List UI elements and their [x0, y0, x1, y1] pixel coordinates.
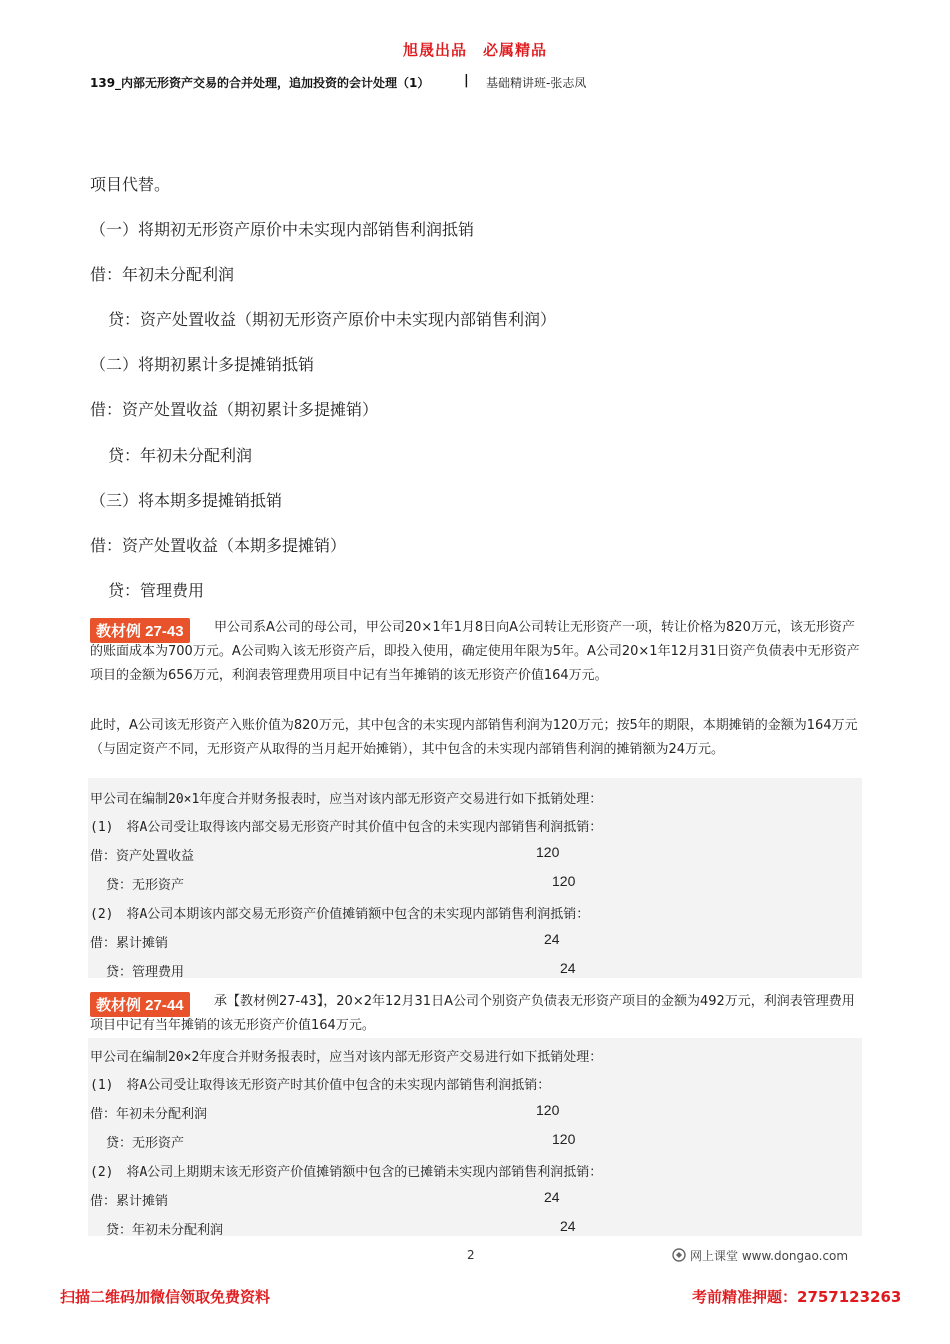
debit-amount: 120	[536, 1102, 560, 1118]
entries-block	[88, 778, 862, 978]
body-line: 贷：年初未分配利润	[108, 446, 253, 465]
credit-amount: 120	[552, 1131, 576, 1147]
debit-amount: 24	[544, 1189, 560, 1205]
credit-amount: 24	[560, 1218, 576, 1234]
promo-right: 考前精准押题：2757123263	[692, 1288, 902, 1306]
example-tag: 教材例 27-43	[90, 618, 190, 643]
doc-title: 139_内部无形资产交易的合并处理，追加投资的会计处理（1）	[90, 76, 430, 90]
example-analysis: 此时，A公司该无形资产入账价值为820万元，其中包含的未实现内部销售利润为120万元；按5年的期限，本期摊销的金额为164万元（与固定资产不同，无形资产从取得的当月起开始摊销），其中包含的未实现内部销售利润的摊销额为24万元。	[90, 718, 858, 757]
banner: 旭晟出品 必属精品	[402, 41, 547, 59]
credit-line: 贷：无形资产	[106, 878, 185, 893]
debit-amount: 24	[544, 931, 560, 947]
credit-amount: 120	[552, 873, 576, 889]
body-line: 借：资产处置收益（期初累计多提摊销）	[90, 400, 379, 419]
title-separator: |	[464, 73, 469, 88]
promo-left: 扫描二维码加微信领取免费资料	[60, 1288, 271, 1306]
body-line: 贷：资产处置收益（期初无形资产原价中未实现内部销售利润）	[108, 310, 557, 329]
credit-line: 贷：管理费用	[106, 965, 185, 980]
credit-amount: 24	[560, 960, 576, 976]
credit-line: 贷：年初未分配利润	[106, 1223, 224, 1238]
example-text: 承【教材例27-43】，20×2年12月31日A公司个别资产负债表无形资产项目的金额为492万元，利润表管理费用项目中记有当年摊销的该无形资产价值164万元。	[90, 994, 855, 1033]
body-line: 贷：管理费用	[108, 581, 205, 600]
entry-step: (1) 将A公司受让取得该内部交易无形资产时其价值中包含的未实现内部销售利润抵销：	[90, 820, 603, 835]
entry-step: (1) 将A公司受让取得该无形资产时其价值中包含的未实现内部销售利润抵销：	[90, 1078, 551, 1093]
debit-line: 借：累计摊销	[90, 936, 169, 951]
body-line: （一）将期初无形资产原价中未实现内部销售利润抵销	[90, 220, 475, 239]
debit-amount: 120	[536, 844, 560, 860]
body-line: （三）将本期多提摊销抵销	[90, 491, 283, 510]
debit-line: 借：累计摊销	[90, 1194, 169, 1209]
debit-line: 借：年初未分配利润	[90, 1107, 208, 1122]
course-subtitle: 基础精讲班-张志凤	[486, 76, 587, 90]
credit-line: 贷：无形资产	[106, 1136, 185, 1151]
dongao-logo-icon	[672, 1247, 686, 1261]
body-line: 借：资产处置收益（本期多提摊销）	[90, 536, 347, 555]
page-number: 2	[467, 1248, 475, 1262]
body-line: 借：年初未分配利润	[90, 265, 235, 284]
entries-block	[88, 1038, 862, 1236]
debit-line: 借：资产处置收益	[90, 849, 195, 864]
example-tag: 教材例 27-44	[90, 992, 190, 1017]
entries-intro: 甲公司在编制20×2年度合并财务报表时，应当对该内部无形资产交易进行如下抵销处理：	[90, 1050, 603, 1065]
entry-step: (2) 将A公司本期该内部交易无形资产价值摊销额中包含的未实现内部销售利润抵销：	[90, 907, 590, 922]
body-line: （二）将期初累计多提摊销抵销	[90, 355, 315, 374]
entry-step: (2) 将A公司上期期末该无形资产价值摊销额中包含的已摊销未实现内部销售利润抵销：	[90, 1165, 603, 1180]
entries-intro: 甲公司在编制20×1年度合并财务报表时，应当对该内部无形资产交易进行如下抵销处理：	[90, 792, 603, 807]
example-text: 甲公司系A公司的母公司，甲公司20×1年1月8日向A公司转让无形资产一项，转让价格为820万元，该无形资产的账面成本为700万元。A公司购入该无形资产后，即投入使用，确定使用年限为5年。A公司20×1年12月31日资产负债表中无形资产项目的金额为656万元，利润表管理费用项目中记有当年摊销的该无形资产价值164万元。	[90, 620, 860, 683]
body-line: 项目代替。	[90, 175, 171, 194]
footer-logo-text: 网上课堂 www.dongao.com	[690, 1249, 849, 1263]
